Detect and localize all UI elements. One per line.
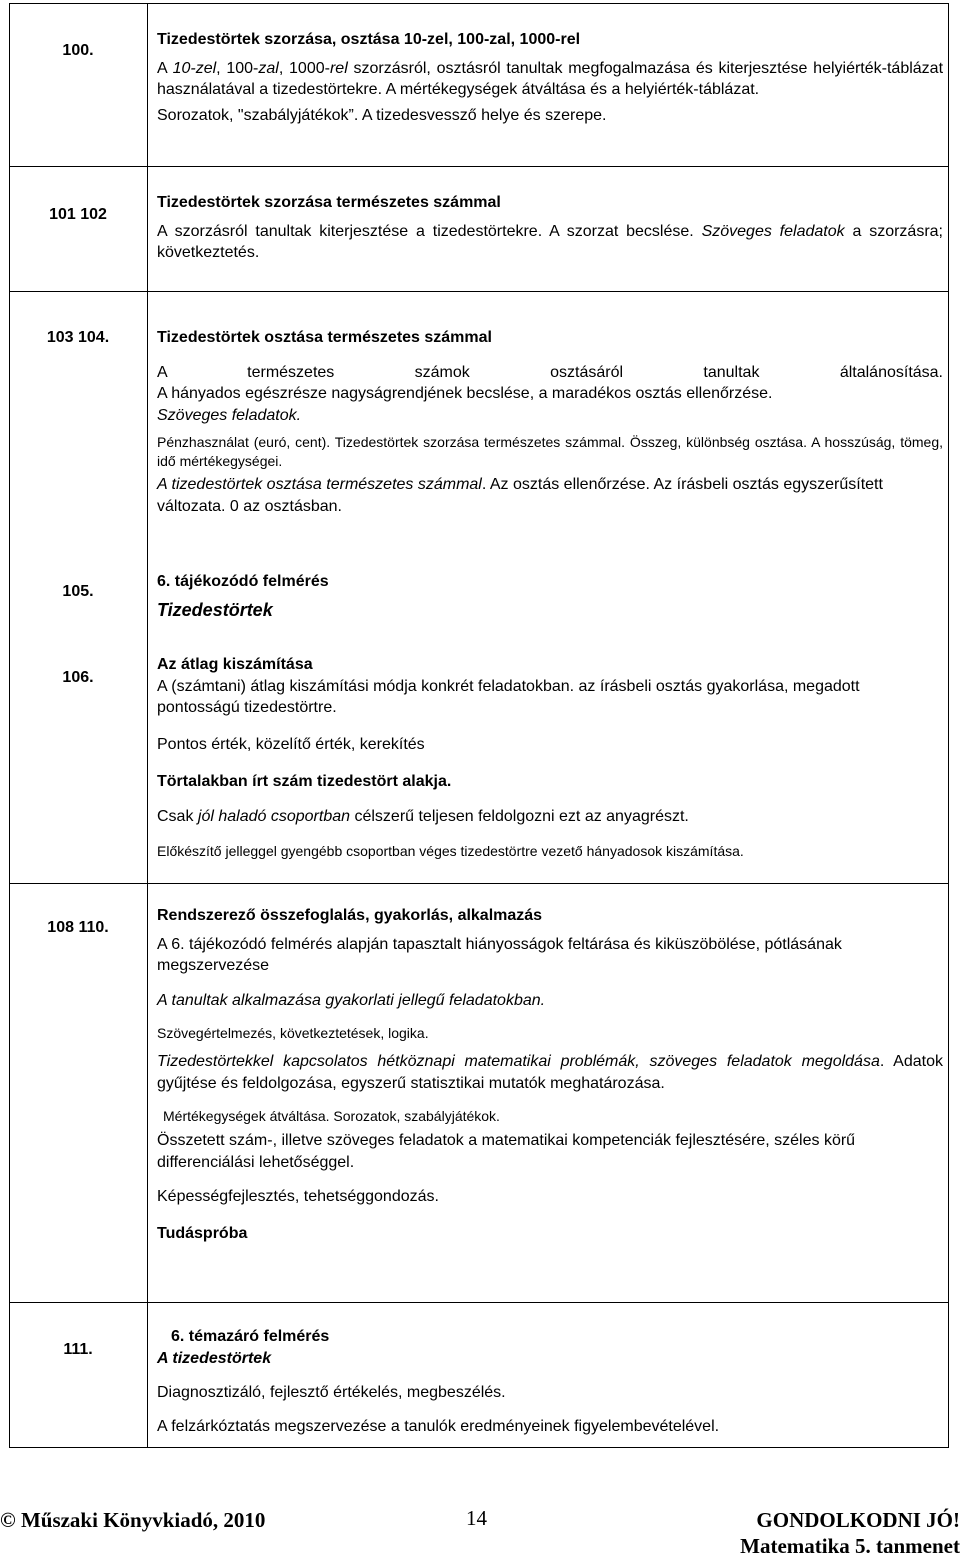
lesson-108-110 [157,905,943,1244]
lesson-text: Törtalakban írt szám tizedestört alakja. [157,773,452,790]
lesson-103-104 [157,327,943,517]
lesson-text: Pontos érték, közelítő érték, kerekítés [157,735,425,753]
lesson-number: 106. [62,669,94,686]
lesson-text: Szövegértelmezés, következtetések, logika. [157,1025,429,1041]
lesson-text: Összetett szám-, illetve szöveges feladatok a matematikai kompetenciák fejlesztésére, széles körű differenciálási lehetőséggel. [157,1132,856,1171]
lesson-text: Tizedestörtekkel kapcsolatos hétköznapi matematikai problémák, szöveges feladatok megoldása. Adatok gyűjtése és feldolgozása, egyszerű statisztikai mutatók meghatározása. [157,1053,943,1092]
lesson-title: Tizedestörtek osztása természetes számmal [157,329,492,346]
lesson-number: 101 102 [49,206,107,223]
footer-page-number: 14 [466,1506,487,1530]
lesson-text: A szorzásról tanultak kiterjesztése a tizedestörtekre. A szorzat becslése. Szöveges feladatok a szorzásra; következtetés. [157,222,943,261]
row-divider [9,1302,949,1303]
lesson-title: 6. tájékozódó felmérés [157,573,329,590]
lesson-text: Sorozatok, "szabályjátékok”. A tizedesvessző helye és szerepe. [157,106,607,124]
lesson-text: Képességfejlesztés, tehetséggondozás. [157,1188,439,1205]
lesson-text: Mértékegységek átváltása. Sorozatok, szabályjátékok. [163,1108,500,1124]
lesson-text: A tanultak alkalmazása gyakorlati jellegű feladatokban. [157,991,546,1009]
row-divider [9,883,949,884]
lesson-title: Tizedestörtek szorzása természetes számmal [157,194,501,211]
lesson-number: 105. [62,583,94,600]
lesson-title: 6. témazáró felmérés [171,1328,330,1345]
lesson-text: A (számtani) átlag kiszámítási módja konkrét feladatokban. az írásbeli osztás gyakorlása, megadott pontosságú tizedestörtre. [157,677,860,716]
lesson-text: A 6. tájékozódó felmérés alapján tapasztalt hiányosságok feltárása és kiküszöbölése, pótlásának megszervezése [157,935,842,974]
lesson-105 [157,567,943,625]
lesson-101-102 [157,192,943,264]
lesson-text: Pénzhasználat (euró, cent). Tizedestörtek szorzása természetes számmal. Összeg, különbség osztása. A hosszúság, tömeg, idő mértékegységei. [157,434,943,469]
lesson-text: A hányados egészrésze nagyságrendjének becslése, a maradékos osztás ellenőrzése. [157,385,773,402]
lesson-title: Rendszerező összefoglalás, gyakorlás, alkalmazás [157,907,543,924]
lesson-text: Tudáspróba [157,1224,248,1242]
lesson-text: Előkészítő jelleggel gyengébb csoportban véges tizedestörtre vezető hányadosok kiszámítása. [157,843,744,859]
lesson-100 [157,29,943,126]
lesson-111 [157,1326,943,1437]
lesson-number: 103 104. [46,329,110,346]
footer-book-title: Matematika 5. tanmenet [740,1534,960,1558]
lesson-text: A felzárkóztatás megszervezése a tanulók eredményeinek figyelembevételével. [157,1417,720,1435]
lesson-subtitle: Tizedestörtek [157,600,273,620]
lesson-text: A tizedestörtek osztása természetes számmal. Az osztás ellenőrzése. Az írásbeli osztás egyszerűsített változata. 0 az osztásban. [157,476,883,515]
lesson-text: Szöveges feladatok. [157,406,302,424]
footer-publisher: © Műszaki Könyvkiadó, 2010 [0,1508,266,1532]
lesson-text: Diagnosztizáló, fejlesztő értékelés, megbeszélés. [157,1384,506,1401]
lesson-subtitle: A tizedestörtek [157,1349,272,1367]
lesson-text: A 10-zel, 100-zal, 1000-rel szorzásról, osztásról tanultak megfogalmazása és kiterjesztése helyiérték-táblázat használatával a tizedestörtekre. A mértékegységek átváltása és a helyiérték-táblázat. [157,59,944,98]
lesson-title: Tizedestörtek szorzása, osztása 10-zel, 100-zal, 1000-rel [157,31,581,48]
lesson-number: 111. [63,1341,93,1358]
lesson-title: Az átlag kiszámítása [157,656,313,673]
row-divider [9,291,949,292]
lesson-number: 100. [62,42,94,59]
row-divider [9,166,949,167]
lesson-text: Csak jól haladó csoportban célszerű teljesen feldolgozni ezt az anyagrészt. [157,807,689,825]
lesson-number: 108 110. [47,919,109,936]
lesson-106 [157,654,943,861]
column-divider [147,3,148,1448]
footer-motto: GONDOLKODNI JÓ! [756,1508,960,1532]
lesson-text: A természetes számok osztásáról tanultak általánosítása. [157,363,943,381]
